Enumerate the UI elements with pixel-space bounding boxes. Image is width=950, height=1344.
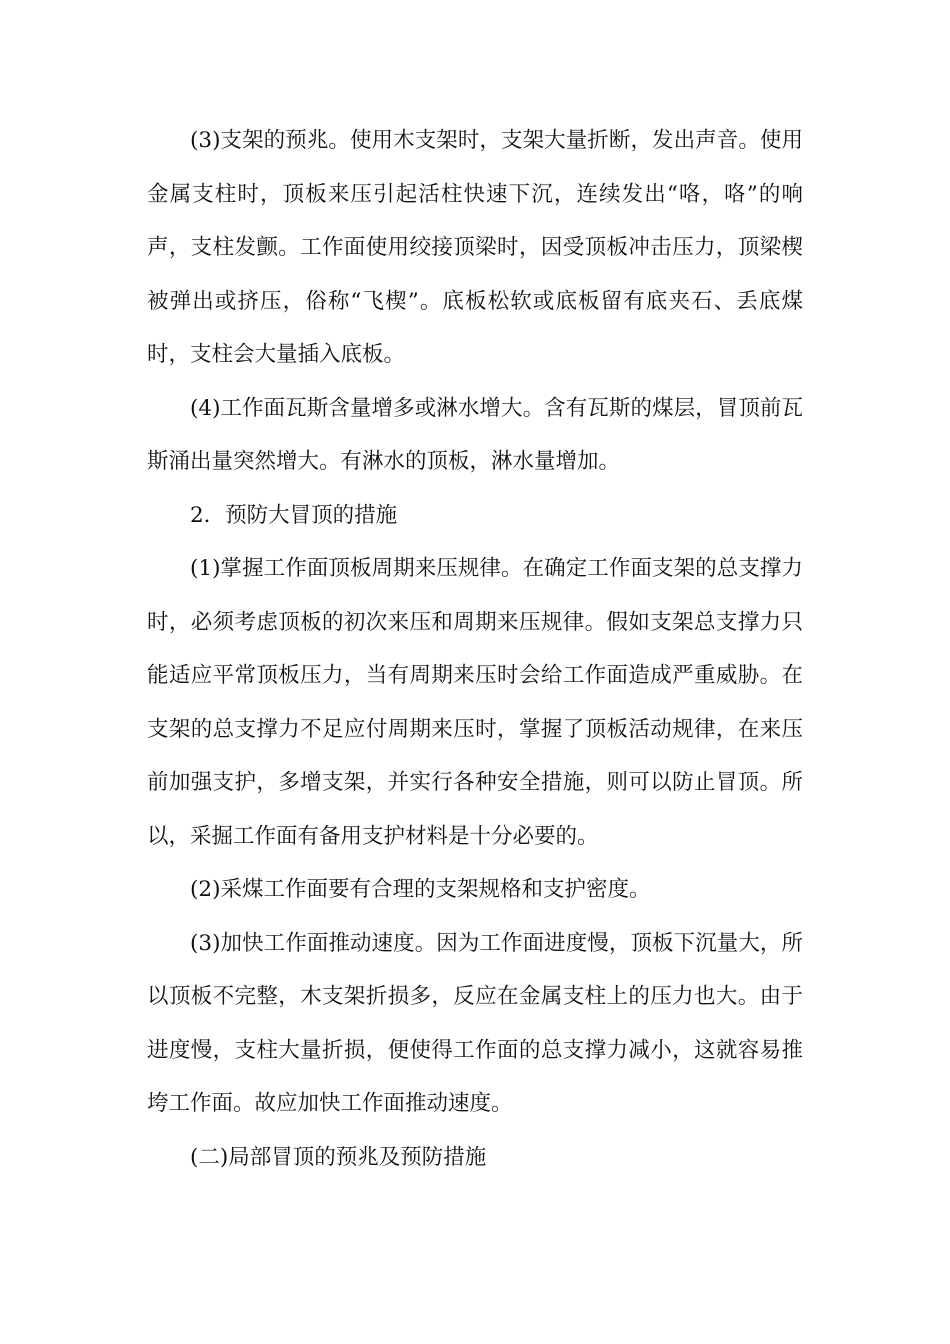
section-heading-local-roof-fall: (二)局部冒顶的预兆及预防措施 — [190, 1144, 487, 1170]
paragraph-support-spec: (2)采煤工作面要有合理的支架规格和支护密度。 — [190, 877, 651, 902]
paragraph-advance-speed: (3)加快工作面推动速度。因为工作面进度慢，顶板下沉量大，所以顶板不完整，木支架折损多，反应在金属支柱上的压力也大。由于进度慢，支柱大量折损，便使得工作面的总支撑力减小，这就容易推垮工作面。故应加快工作面推动速度。 — [147, 930, 803, 1116]
paragraph-periodic-pressure: (1)掌握工作面顶板周期来压规律。在确定工作面支架的总支撑力时，必须考虑顶板的初次来压和周期来压规律。假如支架总支撑力只能适应平常顶板压力，当有周期来压时会给工作面造成严重威胁。在支架的总支撑力不足应付周期来压时，掌握了顶板活动规律，在来压前加强支护，多增支架，并实行各种安全措施，则可以防止冒顶。所以，采掘工作面有备用支护材料是十分必要的。 — [147, 556, 803, 849]
paragraph-gas-water-signs: (4)工作面瓦斯含量增多或淋水增大。含有瓦斯的煤层，冒顶前瓦斯涌出量突然增大。有淋水的顶板，淋水量增加。 — [147, 395, 803, 474]
paragraph-support-signs: (3)支架的预兆。使用木支架时，支架大量折断，发出声音。使用金属支柱时，顶板来压引起活柱快速下沉，连续发出“咯，咯”的响声，支柱发颤。工作面使用绞接顶梁时，因受顶板冲击压力，顶梁楔被弹出或挤压，俗称“飞楔”。底板松软或底板留有底夹石、丢底煤时，支柱会大量插入底板。 — [147, 128, 803, 367]
document-body — [147, 114, 803, 1184]
section-heading-prevention: 2．预防大冒顶的措施 — [190, 502, 398, 528]
